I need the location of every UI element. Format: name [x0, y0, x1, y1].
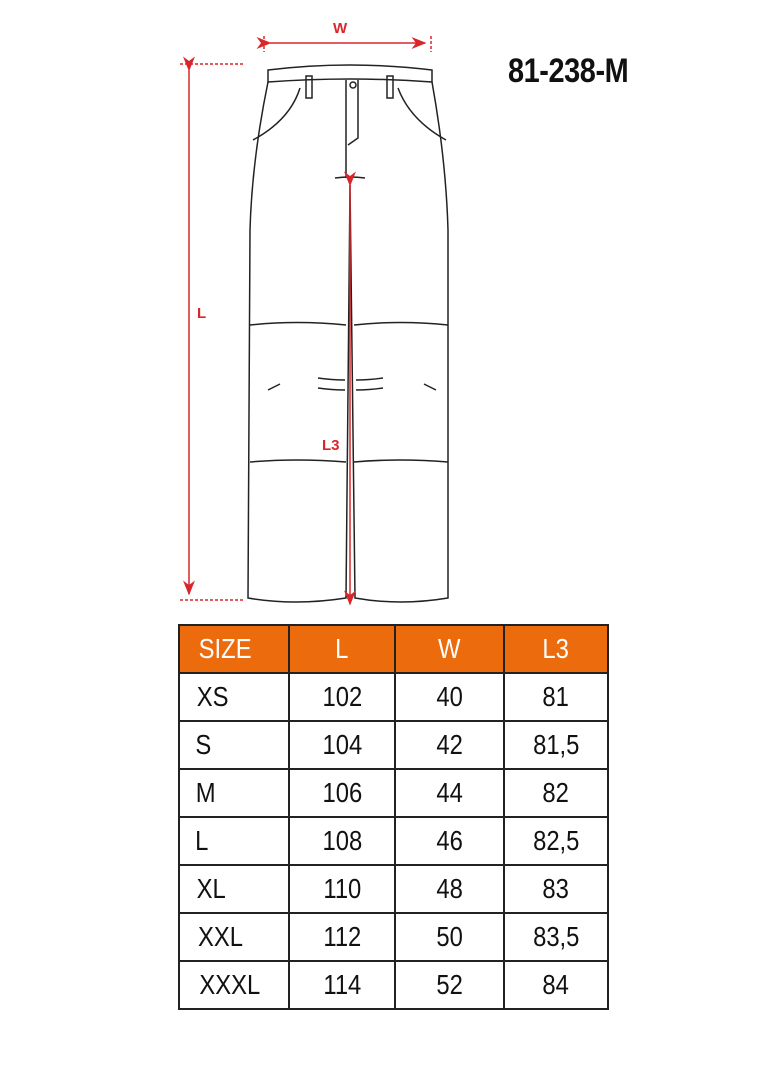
- cell-length: 114: [289, 961, 395, 1009]
- waist-label: W: [333, 20, 348, 37]
- header-size: SIZE: [179, 625, 289, 673]
- cell-inseam: 84: [504, 961, 608, 1009]
- cell-waist: 44: [395, 769, 504, 817]
- cell-size: XXL: [179, 913, 289, 961]
- cell-size: S: [179, 721, 289, 769]
- cell-inseam: 81: [504, 673, 608, 721]
- table-header-row: [179, 625, 608, 673]
- cell-waist: 40: [395, 673, 504, 721]
- cell-inseam: 83,5: [504, 913, 608, 961]
- cell-length: 108: [289, 817, 395, 865]
- cell-length: 106: [289, 769, 395, 817]
- cell-size: XS: [179, 673, 289, 721]
- table-row: [179, 721, 608, 769]
- cell-waist: 46: [395, 817, 504, 865]
- cell-inseam: 81,5: [504, 721, 608, 769]
- table-row: [179, 913, 608, 961]
- dimension-lines: [180, 36, 431, 604]
- table-row: [179, 673, 608, 721]
- cell-waist: 52: [395, 961, 504, 1009]
- cell-waist: 50: [395, 913, 504, 961]
- inseam-label: L3: [322, 437, 340, 454]
- cell-inseam: 82: [504, 769, 608, 817]
- product-code: 81-238-M: [508, 52, 629, 90]
- cell-size: XL: [179, 865, 289, 913]
- size-table: [178, 624, 609, 1010]
- cell-length: 104: [289, 721, 395, 769]
- cell-length: 112: [289, 913, 395, 961]
- table-row: [179, 865, 608, 913]
- cell-length: 102: [289, 673, 395, 721]
- header-length: L: [289, 625, 395, 673]
- header-waist: W: [395, 625, 504, 673]
- cell-size: M: [179, 769, 289, 817]
- cell-size: L: [179, 817, 289, 865]
- cell-waist: 48: [395, 865, 504, 913]
- cell-waist: 42: [395, 721, 504, 769]
- table-row: [179, 817, 608, 865]
- cell-size: XXXL: [179, 961, 289, 1009]
- table-row: [179, 769, 608, 817]
- cell-inseam: 83: [504, 865, 608, 913]
- length-label: L: [197, 305, 207, 322]
- header-inseam: L3: [504, 625, 608, 673]
- table-row: [179, 961, 608, 1009]
- cell-length: 110: [289, 865, 395, 913]
- trousers-outline: [248, 65, 448, 602]
- cell-inseam: 82,5: [504, 817, 608, 865]
